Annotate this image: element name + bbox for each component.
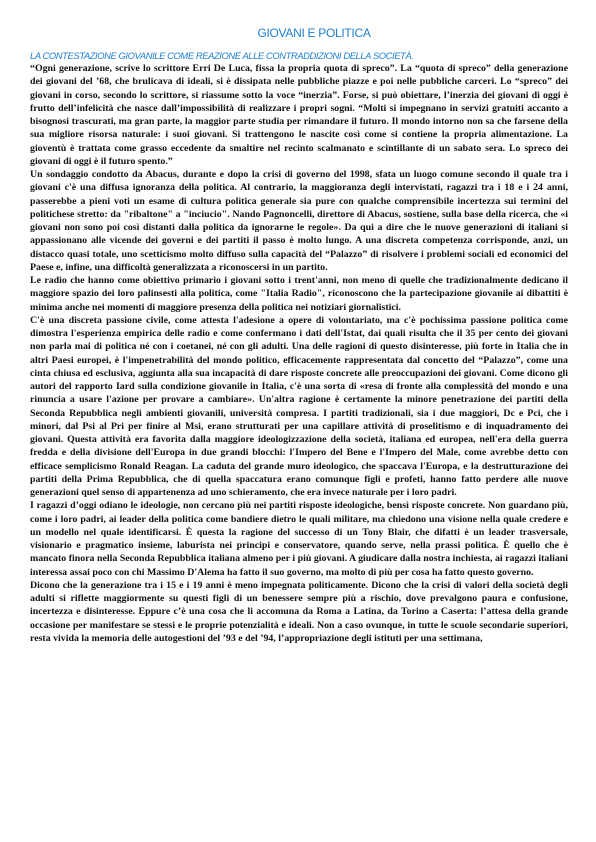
document-page [30,26,568,645]
paragraph-abacus-survey: Un sondaggio condotto da Abacus, durante e dopo la crisi di governo del 1998, sfata un luogo comune secondo il quale tra i giovani c'è una diffusa ignoranza della politica. Al contrario, la maggioranza degli intervistati, ragazzi tra i 18 e i 24 anni, passerebbe a pieni voti un esame di cultura politica generale sia pure con qualche comprensibile incertezza sui termini del politichese stretto: da "ribaltone" a "inciucio". Nando Pagnoncelli, direttore di Abacus, sostiene, sulla base della ricerca, che «i giovani non sono poi così distanti dalla politica da ignorarne le regole». Da qui a dire che le nuove generazioni di italiani si appassionano alle vicende dei governi e dei partiti il passo è molto lungo. A una discreta competenza corrisponde, anzi, un distacco quasi totale, uno scetticismo molto diffuso sulla capacità del “Palazzo” di risolvere i problemi sociali ed economici del Paese e, infine, una difficoltà generalizzata a riconoscersi in un partito. [30,169,568,273]
document-subtitle: LA CONTESTAZIONE GIOVANILE COME REAZIONE ALLE CONTRADDIZIONI DELLA SOCIETÀ. [30,50,414,61]
paragraph-radio: Le radio che hanno come obiettivo primario i giovani sotto i trent'anni, non meno di quelle che tradizionalmente dedicano il maggiore spazio dei loro palinsesti alla politica, come "Italia Radio", riconoscono che la partecipazione giovanile ai dibattiti è minima anche nei momenti di maggiore presenza della politica nei notiziari giornalistici. [30,275,568,313]
paragraph-intro: “Ogni generazione, scrive lo scrittore Erri De Luca, fissa la propria quota di spreco”. La “quota di spreco” della generazione dei giovani del ’68, che brulicava di ideali, si è dissipata nelle pubbliche piazze e poi nelle pubbliche carceri. Lo “spreco” dei giovani in corso, secondo lo scrittore, si riassume sotto la voce “inerzia”. Forse, si può obiettare, l’inerzia dei giovani di oggi è frutto dell’infelicità che nasce dall’impossibilità di realizzare i propri sogni. “Molti si impegnano in servizi gratuiti accanto a bisognosi trascurati, ma gran parte, la maggior parte studia per rimandare il futuro. Il mondo intorno non sa che farsene della sua migliore risorsa naturale: i suoi giovani. Si trattengono le nascite così come si contiene la propria alimentazione. La gioventù è trattata come grasso eccedente da smaltire nel recinto scalmanato e scintillante di un sabato sera. Lo spreco dei giovani di oggi è il futuro spento.” [30,63,568,167]
document-title: GIOVANI E POLITICA [257,26,371,40]
paragraph-ideologies: I ragazzi d’oggi odiano le ideologie, non cercano più nei partiti risposte ideologiche, bensì risposte concrete. Non guardano più, come i loro padri, ai leader della politica come bandiere dietro le quali militare, ma chiedono una visione nella quale credere e un modello nel quale identificarsi. È questa la ragione del successo di un Tony Blair, che difatti è un leader trasversale, visionario e pragmatico insieme, laburista nei principi e conservatore, quando serve, nella prassi politica. È quello che è mancato finora nella Seconda Repubblica italiana almeno per i più giovani. A giudicare dalla nostra inchiesta, ai ragazzi italiani interessa assai poco con chi Massimo D'Alema ha fatto il suo governo, ma molto di più per cosa ha fatto questo governo. [30,500,568,578]
paragraph-generation-15-19: Dicono che la generazione tra i 15 e i 19 anni è meno impegnata politicamente. Dicono che la crisi di valori della società degli adulti si riflette maggiormente su questi figli di un benessere sempre più a rischio, dove prevalgono paura e confusione, incertezza e disinteresse. Eppure c’è una cosa che li accomuna da Roma a Latina, da Torino a Caserta: l’attesa della grande occasione per manifestare se stessi e le proprie potenzialità e ideali. Non a caso ovunque, in tutte le scuole secondarie superiori, resta vivida la memoria delle autogestioni del ’93 e del ’94, l’appropriazione degli istituti per una settimana, [30,579,568,644]
paragraph-civil-passion: C'è una discreta passione civile, come attesta l'adesione a opere di volontariato, ma c'è pochissima passione politica come dimostra l'esperienza empirica delle radio e come confermano i dati dell'Istat, dai quali risulta che il 35 per cento dei giovani non parla mai di politica né con i coetanei, né con gli adulti. Una delle ragioni di questo disinteresse, più forte in Italia che in altri Paesi europei, è l'impenetrabilità del mondo politico, efficacemente rappresentata dal concetto del “Palazzo”, come una cinta chiusa ed esclusiva, aggiunta alla sua incapacità di dare risposte concrete alle preoccupazioni dei giovani. Come dicono gli autori del rapporto Iard sulla condizione giovanile in Italia, c'è una sorta di «resa di fronte alla complessità del mondo e una rinuncia a usare l'azione per provare a cambiare». Un'altra ragione è certamente la minore penetrazione dei partiti della Seconda Repubblica negli ambienti giovanili, università compresa. I partiti tradizionali, sia i due maggiori, Dc e Pci, che i minori, dal Psi al Pri per finire al Msi, erano strutturati per una capillare attività di proselitismo e di inquadramento dei giovani. Questa attività era favorita dalla maggiore ideologizzazione della società, italiana ed europea, nell'era della guerra fredda e della divisione dell'Europa in due grandi blocchi: l'Impero del Bene e l'Impero del Male, come avrebbe detto con efficace semplicismo Ronald Reagan. La caduta del grande muro ideologico, che spaccava l'Europa, e la destrutturazione dei partiti della Prima Repubblica, che di quella spaccatura erano comunque figli e profeti, hanno fatto perdere alle nuove generazioni quel senso di appartenenza ad uno schieramento, che era invece naturale per i loro padri. [30,314,568,498]
